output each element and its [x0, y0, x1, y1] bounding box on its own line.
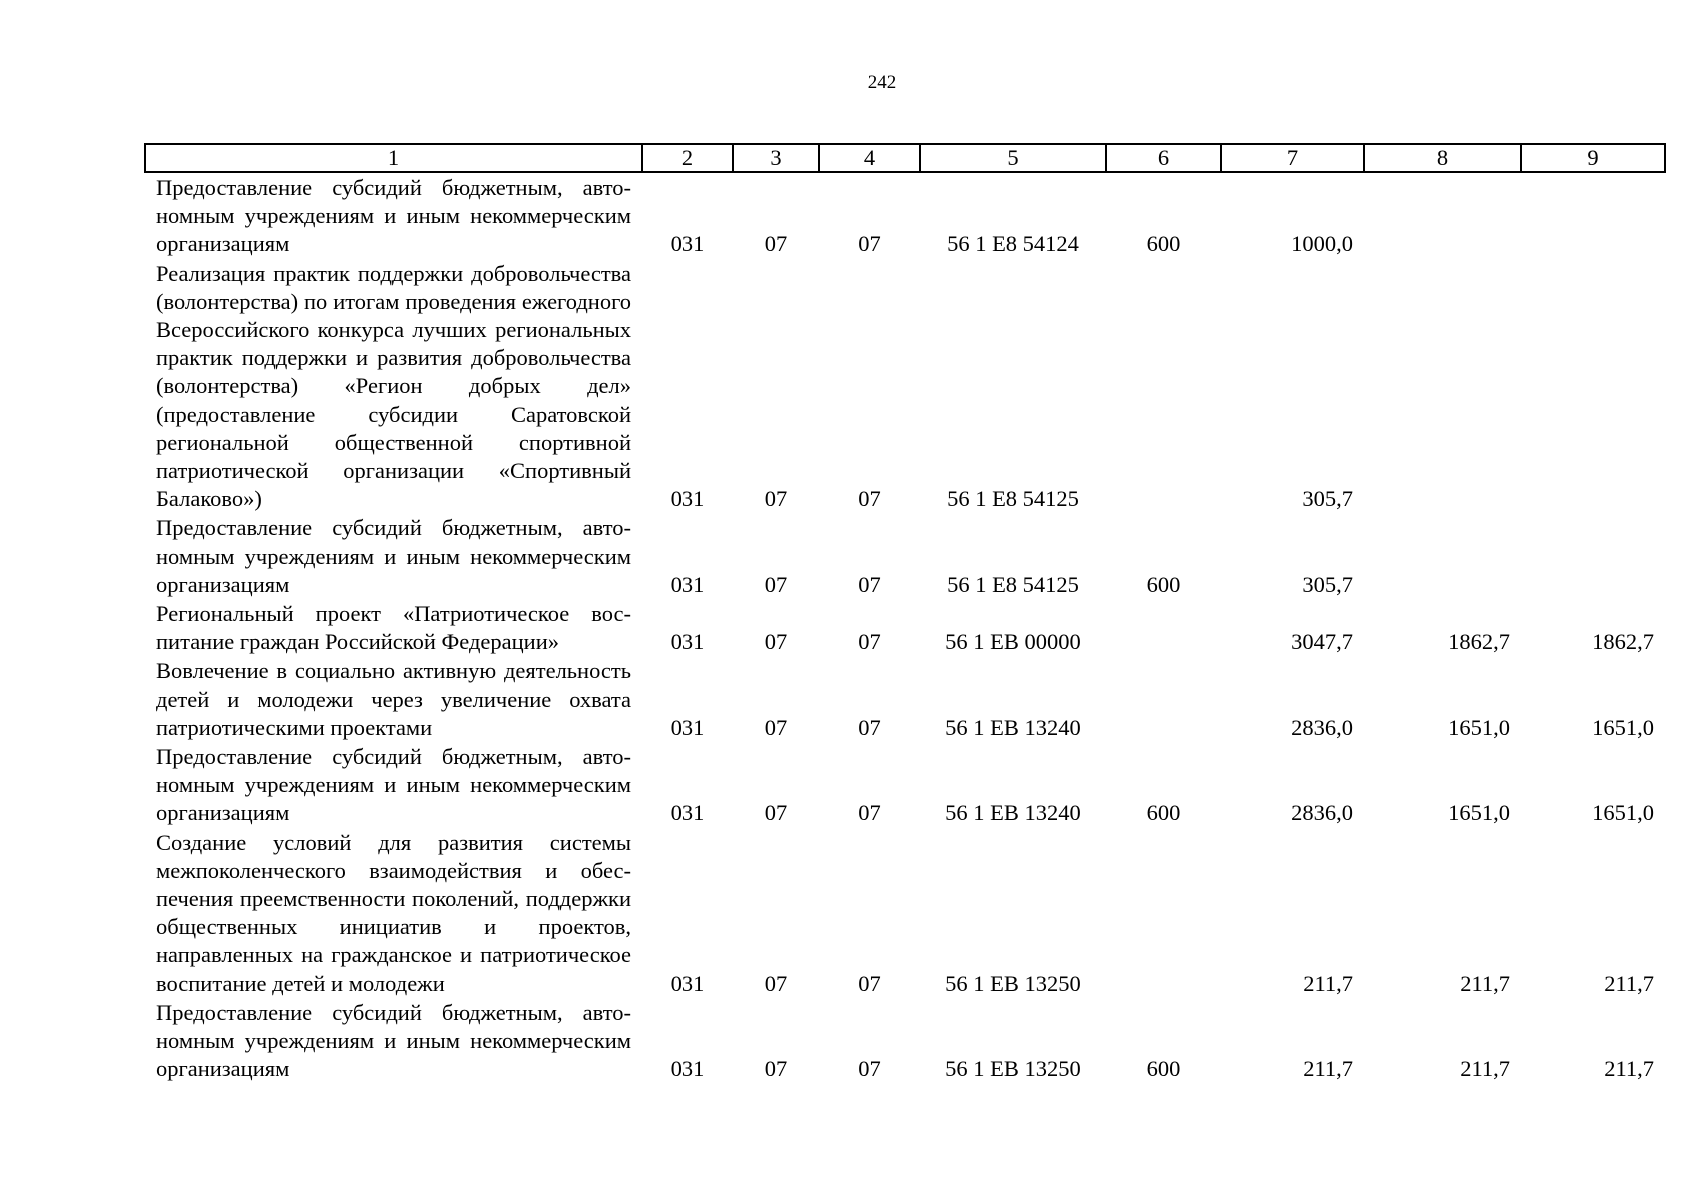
cell-expense-type: 600 — [1146, 800, 1181, 826]
cell-subsection: 07 — [858, 571, 881, 597]
cell-subsection: 07 — [858, 714, 881, 740]
row-description: Предоставление субсидий бюджетным, автономным учреждениям и иным некоммерческим организациям — [156, 175, 631, 257]
cell-section: 07 — [764, 714, 788, 740]
column-header: 7 — [1221, 144, 1364, 172]
cell-amount-2: 211,7 — [1460, 1056, 1510, 1082]
row-description: Предоставление субсидий бюджетным, автономным учреждениям и иным некоммерческим организациям — [156, 515, 631, 597]
cell-amount-2 — [1364, 172, 1521, 259]
cell-subsection: 07 — [858, 629, 881, 655]
row-description: Вовлечение в социально активную деятельность детей и молодежи через увеличение охвата патриотическими проектами — [156, 658, 631, 740]
cell-section: 07 — [764, 486, 788, 512]
row-description: Предоставление субсидий бюджетным, автономным учреждениям и иным некоммерческим организациям — [156, 999, 631, 1082]
cell-target-article: 56 1 EB 13240 — [945, 800, 1081, 826]
cell-amount-3: 211,7 — [1604, 970, 1654, 996]
cell-amount-3: 1651,0 — [1592, 714, 1654, 740]
table-row — [145, 513, 1665, 599]
cell-amount-3 — [1521, 172, 1665, 259]
cell-ministry-code: 031 — [670, 800, 705, 826]
cell-amount-2: 1862,7 — [1448, 629, 1510, 655]
cell-target-article: 56 1 E8 54125 — [947, 486, 1079, 512]
table-row — [145, 998, 1665, 1084]
cell-subsection: 07 — [858, 1056, 881, 1082]
cell-expense-type: 600 — [1146, 1056, 1181, 1082]
table-row — [145, 259, 1665, 514]
cell-amount-2 — [1364, 513, 1521, 599]
cell-amount-3: 1862,7 — [1592, 629, 1654, 655]
row-description: Реализация практик поддержки добровольчества (волонтерства) по итогам проведения ежегодного Всероссийского конкурса лучших региональных практик поддержки и развития добровольчества (волонтерства) «Регион добрых дел» (предоставление субсидии Саратовской региональной общественной спортивной патриотической организации «Спортивный Балаково») — [156, 260, 631, 512]
cell-subsection: 07 — [858, 800, 881, 826]
cell-amount-2: 1651,0 — [1448, 714, 1510, 740]
cell-expense-type: 600 — [1146, 571, 1181, 597]
cell-amount-3 — [1521, 259, 1665, 514]
cell-subsection: 07 — [858, 970, 881, 996]
row-description: Создание условий для развития системы межпоколенческого взаимодействия и обеспечения преемственности поколений, поддержки общественных инициатив и проектов, направленных на гражданское и патриотическое воспитание детей и молодежи — [156, 829, 631, 996]
cell-section: 07 — [764, 231, 788, 257]
column-header: 6 — [1106, 144, 1221, 172]
table-row — [145, 172, 1665, 259]
cell-ministry-code: 031 — [670, 629, 705, 655]
cell-ministry-code: 031 — [670, 970, 705, 996]
column-header: 3 — [733, 144, 819, 172]
cell-amount-2 — [1364, 259, 1521, 514]
column-header: 4 — [819, 144, 920, 172]
table-row — [145, 656, 1665, 742]
cell-amount-2: 211,7 — [1460, 970, 1510, 996]
cell-amount-1: 305,7 — [1302, 486, 1353, 512]
cell-amount-3 — [1521, 513, 1665, 599]
cell-amount-1: 2836,0 — [1291, 714, 1353, 740]
cell-target-article: 56 1 EB 13250 — [945, 1056, 1081, 1082]
column-header: 8 — [1364, 144, 1521, 172]
column-header: 9 — [1521, 144, 1665, 172]
cell-expense-type — [1106, 599, 1221, 656]
cell-amount-2: 1651,0 — [1448, 800, 1510, 826]
header-row — [145, 144, 1665, 172]
row-description: Предоставление субсидий бюджетным, автономным учреждениям и иным некоммерческим организациям — [156, 744, 631, 826]
cell-target-article: 56 1 EB 13250 — [945, 970, 1081, 996]
row-description: Региональный проект «Патриотическое воспитание граждан Российской Федерации» — [156, 601, 631, 655]
cell-ministry-code: 031 — [670, 231, 705, 257]
budget-table — [144, 143, 1666, 1084]
column-header: 2 — [642, 144, 733, 172]
cell-target-article: 56 1 EB 13240 — [945, 714, 1081, 740]
cell-expense-type: 600 — [1146, 231, 1181, 257]
cell-target-article: 56 1 E8 54124 — [947, 231, 1079, 257]
column-header: 1 — [145, 144, 642, 172]
cell-subsection: 07 — [858, 486, 881, 512]
cell-ministry-code: 031 — [670, 714, 705, 740]
cell-section: 07 — [764, 800, 788, 826]
table-row — [145, 599, 1665, 656]
cell-amount-1: 3047,7 — [1291, 629, 1353, 655]
table-row — [145, 742, 1665, 828]
cell-section: 07 — [764, 1056, 788, 1082]
cell-amount-1: 1000,0 — [1291, 231, 1353, 257]
cell-amount-1: 211,7 — [1303, 1056, 1353, 1082]
cell-amount-1: 305,7 — [1302, 571, 1353, 597]
cell-ministry-code: 031 — [670, 486, 705, 512]
cell-target-article: 56 1 EB 00000 — [945, 629, 1081, 655]
cell-amount-1: 2836,0 — [1291, 800, 1353, 826]
cell-section: 07 — [764, 629, 788, 655]
cell-amount-3: 1651,0 — [1592, 800, 1654, 826]
cell-ministry-code: 031 — [670, 1056, 705, 1082]
table-row — [145, 828, 1665, 998]
cell-target-article: 56 1 E8 54125 — [947, 571, 1079, 597]
cell-expense-type — [1106, 259, 1221, 514]
cell-section: 07 — [764, 571, 788, 597]
cell-subsection: 07 — [858, 231, 881, 257]
cell-amount-3: 211,7 — [1604, 1056, 1654, 1082]
cell-expense-type — [1106, 656, 1221, 742]
column-header: 5 — [920, 144, 1106, 172]
cell-ministry-code: 031 — [670, 571, 705, 597]
page-number: 242 — [867, 72, 897, 93]
cell-section: 07 — [764, 970, 788, 996]
cell-amount-1: 211,7 — [1303, 970, 1353, 996]
cell-expense-type — [1106, 828, 1221, 998]
